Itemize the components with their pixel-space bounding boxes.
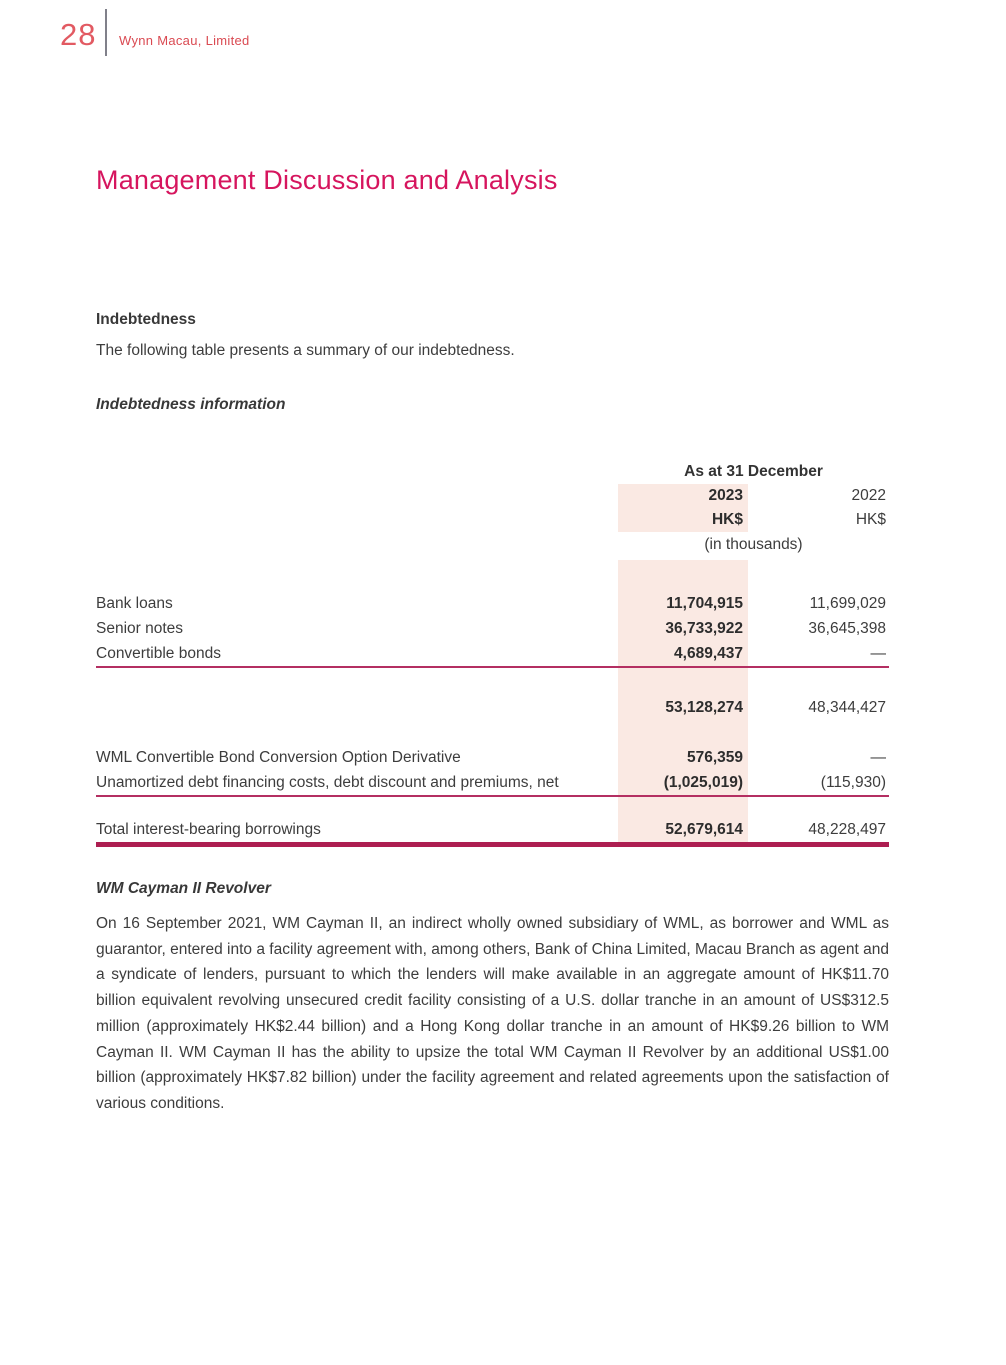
indebtedness-table — [96, 459, 889, 847]
col-2022-year: 2022 — [851, 487, 886, 504]
value-2022: — — [870, 749, 886, 766]
total-2023: 52,679,614 — [618, 817, 748, 842]
value-2022: (115,930) — [820, 774, 886, 791]
table-period-header-row — [96, 459, 889, 484]
row-label: Bank loans — [96, 595, 173, 612]
value-2023: 576,359 — [618, 745, 748, 770]
row-label — [96, 695, 618, 720]
table-row-wml-derivative — [96, 745, 889, 770]
spacer-cell — [96, 484, 618, 508]
value-2022: 11,699,029 — [809, 595, 886, 612]
table-row-bank-loans — [96, 591, 889, 616]
col-2023-currency: HK$ — [618, 508, 748, 532]
page-title: Management Discussion and Analysis — [96, 165, 558, 195]
row-label: Total interest-bearing borrowings — [96, 821, 321, 838]
row-label: Convertible bonds — [96, 645, 221, 662]
indebtedness-heading: Indebtedness — [96, 311, 196, 328]
year-header-row — [96, 484, 889, 508]
value-2022: 36,645,398 — [808, 620, 886, 637]
spacer-cell — [96, 532, 618, 560]
currency-header-row — [96, 508, 889, 532]
total-row — [96, 817, 889, 847]
row-label: Senior notes — [96, 620, 184, 637]
units-note: (in thousands) — [704, 536, 803, 553]
col-2023-year: 2023 — [618, 484, 748, 508]
page-number: 28 — [60, 17, 97, 52]
page-content — [96, 165, 889, 1117]
spacer-cell — [96, 459, 618, 484]
table-caption: Indebtedness information — [96, 396, 286, 413]
col-2022-currency: HK$ — [855, 511, 886, 528]
table-row-senior-notes — [96, 616, 889, 641]
table-row-unamortized-costs — [96, 770, 889, 797]
row-label: WML Convertible Bond Conversion Option Derivative — [96, 749, 461, 766]
subtotal-row — [96, 695, 889, 720]
value-2023: 11,704,915 — [618, 591, 748, 616]
table-row-convertible-bonds — [96, 641, 889, 668]
total-2022: 48,228,497 — [808, 821, 886, 838]
intro-text: The following table presents a summary of our indebtedness. — [96, 342, 515, 359]
spacer-row — [96, 560, 889, 591]
revolver-heading: WM Cayman II Revolver — [96, 880, 271, 897]
value-2023: 36,733,922 — [618, 616, 748, 641]
spacer-row — [96, 797, 889, 817]
period-header: As at 31 December — [684, 463, 823, 480]
row-label: Unamortized debt financing costs, debt discount and premiums, net — [96, 774, 559, 791]
units-note-row — [96, 532, 889, 560]
revolver-paragraph: On 16 September 2021, WM Cayman II, an indirect wholly owned subsidiary of WML, as borrower and WML as guarantor, entered into a facility agreement with, among others, Bank of China Limited, Macau Branch as agent and a syndicate of lenders, pursuant to which the lenders will make available in an aggregate amount of HK$11.70 billion equivalent revolving unsecured credit facility consisting of a U.S. dollar tranche in an amount of US$312.5 million (approximately HK$2.44 billion) and a Hong Kong dollar tranche in an amount of HK$9.26 billion to WM Cayman II. WM Cayman II has the ability to upsize the total WM Cayman II Revolver by an additional US$1.00 billion (approximately HK$7.82 billion) under the facility agreement and related agreements upon the satisfaction of various conditions. — [96, 915, 889, 1112]
subtotal-2022: 48,344,427 — [808, 699, 886, 716]
value-2022: — — [870, 645, 886, 662]
company-name: Wynn Macau, Limited — [119, 33, 250, 48]
subtotal-2023: 53,128,274 — [618, 695, 748, 720]
spacer-cell — [96, 508, 618, 532]
spacer-row — [96, 668, 889, 695]
value-2023: (1,025,019) — [618, 770, 748, 795]
value-2023: 4,689,437 — [618, 641, 748, 666]
header-divider — [105, 9, 107, 56]
spacer-row — [96, 720, 889, 745]
